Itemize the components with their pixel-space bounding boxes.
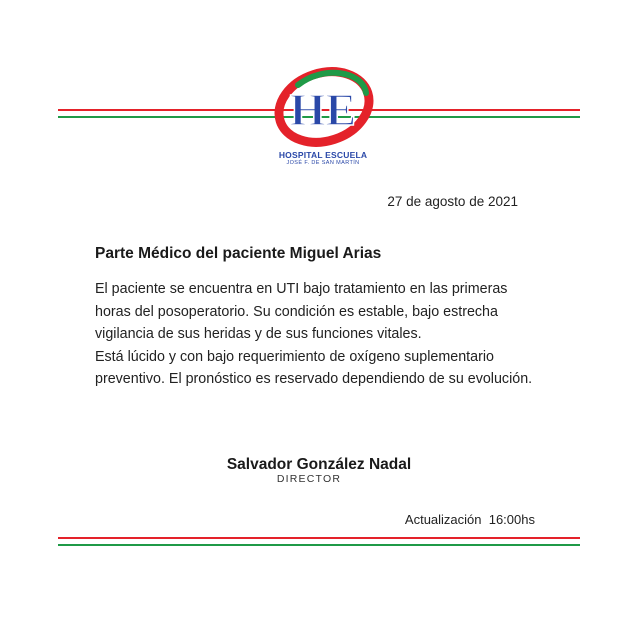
body-line: vigilancia de sus heridas y de sus funciones vitales. <box>95 326 422 342</box>
document-date: 27 de agosto de 2021 <box>387 194 518 209</box>
hospital-name: HOSPITAL ESCUELA <box>278 150 368 160</box>
signer-role: DIRECTOR <box>276 473 342 485</box>
logo-letters: HE <box>289 84 357 135</box>
body-line: horas del posoperatorio. Su condición es estable, bajo estrecha <box>95 303 498 320</box>
document-title: Parte Médico del paciente Miguel Arias <box>95 245 382 262</box>
body-line: Está lúcido y con bajo requerimiento de oxígeno suplementario <box>95 348 494 365</box>
signer-name: Salvador González Nadal <box>226 456 412 473</box>
bottom-tricolor-divider <box>58 537 580 548</box>
document-body <box>95 278 555 391</box>
body-line: preventivo. El pronóstico es reservado dependiendo de su evolución. <box>95 371 533 387</box>
hospital-subtitle: JOSÉ F. DE SAN MARTÍN <box>286 160 360 166</box>
update-time: Actualización 16:00hs <box>404 512 535 527</box>
body-line: El paciente se encuentra en UTI bajo tratamiento en las primeras <box>95 281 508 297</box>
